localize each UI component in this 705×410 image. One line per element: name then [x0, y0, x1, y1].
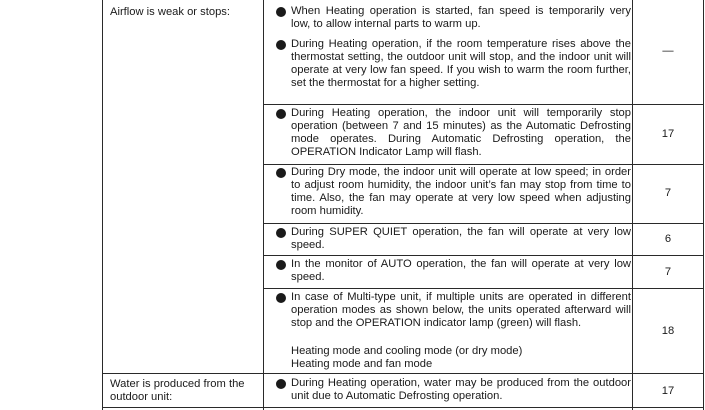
mode-combination: Heating mode and cooling mode (or dry mode) — [291, 345, 523, 357]
symptom-water-line2: outdoor unit: — [110, 391, 173, 403]
list-item: In the monitor of AUTO operation, the fan will operate at very low speed. — [291, 258, 631, 283]
table-border-bottom — [102, 407, 704, 408]
column-divider-ref — [632, 0, 633, 410]
page-ref: 7 — [664, 187, 672, 199]
row-divider — [263, 223, 704, 224]
page-ref: 17 — [661, 385, 675, 397]
row-divider — [263, 104, 704, 105]
bullet-icon — [276, 168, 286, 178]
list-item: During Heating operation, water may be produced from the outdoor unit due to Automatic Defrosting operation. — [291, 377, 631, 402]
list-item: When Heating operation is started, fan speed is temporarily very low, to allow internal parts to warm up. — [291, 5, 631, 30]
bullet-icon — [276, 260, 286, 270]
bullet-icon — [276, 109, 286, 119]
symptom-water-line1: Water is produced from the — [110, 378, 245, 390]
list-item: During Dry mode, the indoor unit will operate at low speed; in order to adjust room humidity, the indoor unit’s fan may stop from time to time. Also, the fan may operate at very low speed when adjusting room humidity. — [291, 166, 631, 217]
row-divider — [263, 164, 704, 165]
table-border-left — [102, 0, 103, 410]
bullet-icon — [276, 379, 286, 389]
row-divider — [263, 288, 704, 289]
symptom-airflow: Airflow is weak or stops: — [110, 6, 230, 18]
section-divider — [102, 373, 704, 374]
column-divider-symptom — [263, 0, 264, 410]
page-ref: 7 — [664, 266, 672, 278]
page-ref: — — [662, 45, 674, 57]
list-item: During SUPER QUIET operation, the fan will operate at very low speed. — [291, 226, 631, 251]
list-item: During Heating operation, the indoor unit will temporarily stop operation (between 7 and 15 minutes) as the Automatic Defrosting mode operates. During Automatic Defrosting operation, the OPERATION Indicator Lamp will flash. — [291, 107, 631, 158]
page-ref: 18 — [661, 325, 675, 337]
list-item: In case of Multi-type unit, if multiple units are operated in different operation modes as shown below, the units operated afterward will stop and the OPERATION indicator lamp (green) will flash. — [291, 291, 631, 329]
page-ref: 17 — [661, 128, 675, 140]
bullet-icon — [276, 293, 286, 303]
table-border-right — [703, 0, 704, 410]
bullet-icon — [276, 40, 286, 50]
list-item: During Heating operation, if the room temperature rises above the thermostat setting, the outdoor unit will stop, and the indoor unit will operate at very low fan speed. If you wish to warm the room further, set the thermostat for a higher setting. — [291, 38, 631, 89]
bullet-icon — [276, 7, 286, 17]
bullet-icon — [276, 228, 286, 238]
mode-combination: Heating mode and fan mode — [291, 358, 433, 370]
page-ref: 6 — [664, 233, 672, 245]
row-divider — [263, 255, 704, 256]
